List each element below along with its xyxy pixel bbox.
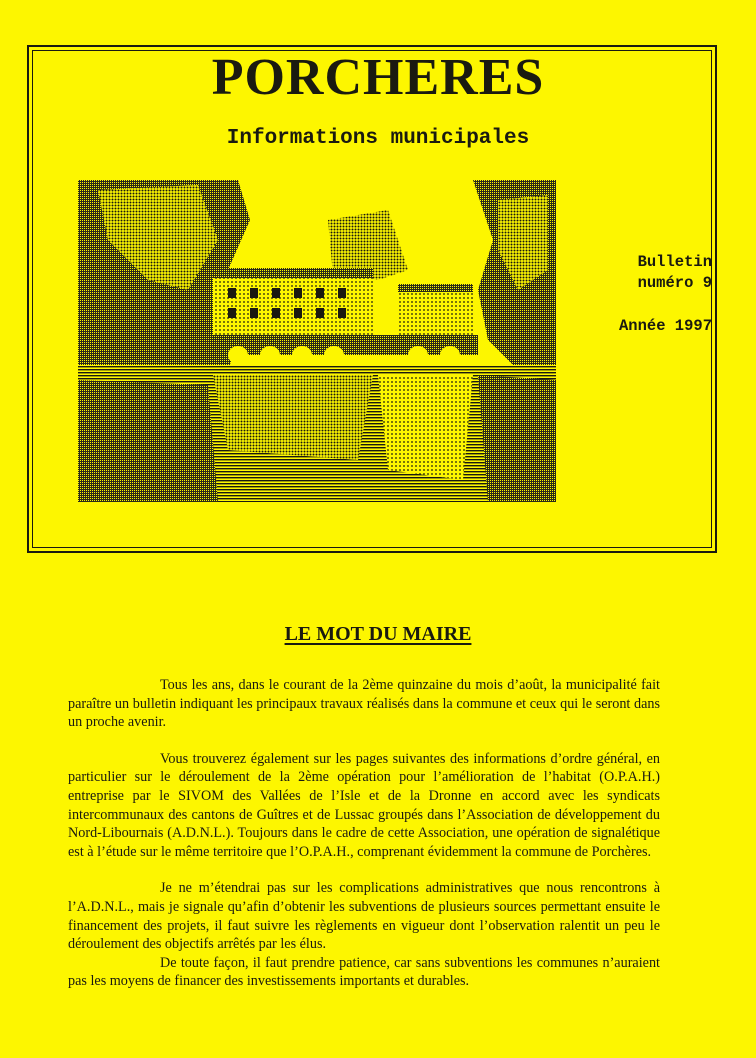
newsletter-title: PORCHERES bbox=[211, 49, 545, 106]
bulletin-number bbox=[600, 252, 712, 294]
bulletin-label: Bulletin bbox=[637, 253, 712, 271]
paragraph-3: Je ne m’étendrai pas sur les complications administratives que nous rencontrons à l’A.D.N.L., mais je signale qu’afin d’obtenir les subventions de plusieurs sources permettant ensuite le financement des projets, il faut suivre les règlements en vigueur dont l’observation ralentit un peu le déroulement des objectifs arrêtés par les élus. bbox=[68, 880, 660, 953]
article-body bbox=[68, 676, 660, 991]
village-river-photo bbox=[78, 180, 556, 502]
paragraph-2: Vous trouverez également sur les pages suivantes des informations d’ordre général, en particulier sur le déroulement de la 2ème opération pour l’amélioration de l’habitat (O.P.A.H.) entreprise par le SIVOM des Vallées de l’Isle et de la Dronne en accord avec les syndicats intercommunaux des cantons de Guîtres et de Lussac groupés dans l’Association de développement du Nord-Libournais (A.D.N.L.). Toujours dans le cadre de cette Association, une opération de signalétique est à l’étude sur le même territoire que l’O.P.A.H., comprenant évidemment la commune de Porchères. bbox=[68, 750, 660, 860]
newsletter-subtitle: Informations municipales bbox=[226, 127, 530, 150]
paragraph-1: Tous les ans, dans le courant de la 2ème quinzaine du mois d’août, la municipalité fait paraître un bulletin indiquant les principaux travaux réalisés dans la commune et ceux qui le seront dans un proche avenir. bbox=[68, 677, 660, 731]
numero-label: numéro 9 bbox=[637, 274, 712, 292]
year-label: Année 1997 bbox=[618, 317, 712, 335]
article-heading: LE MOT DU MAIRE bbox=[284, 623, 472, 645]
paragraph-4: De toute façon, il faut prendre patience, car sans subventions les communes n’auraient pas les moyens de financer des investissements importants et durables. bbox=[68, 954, 660, 990]
